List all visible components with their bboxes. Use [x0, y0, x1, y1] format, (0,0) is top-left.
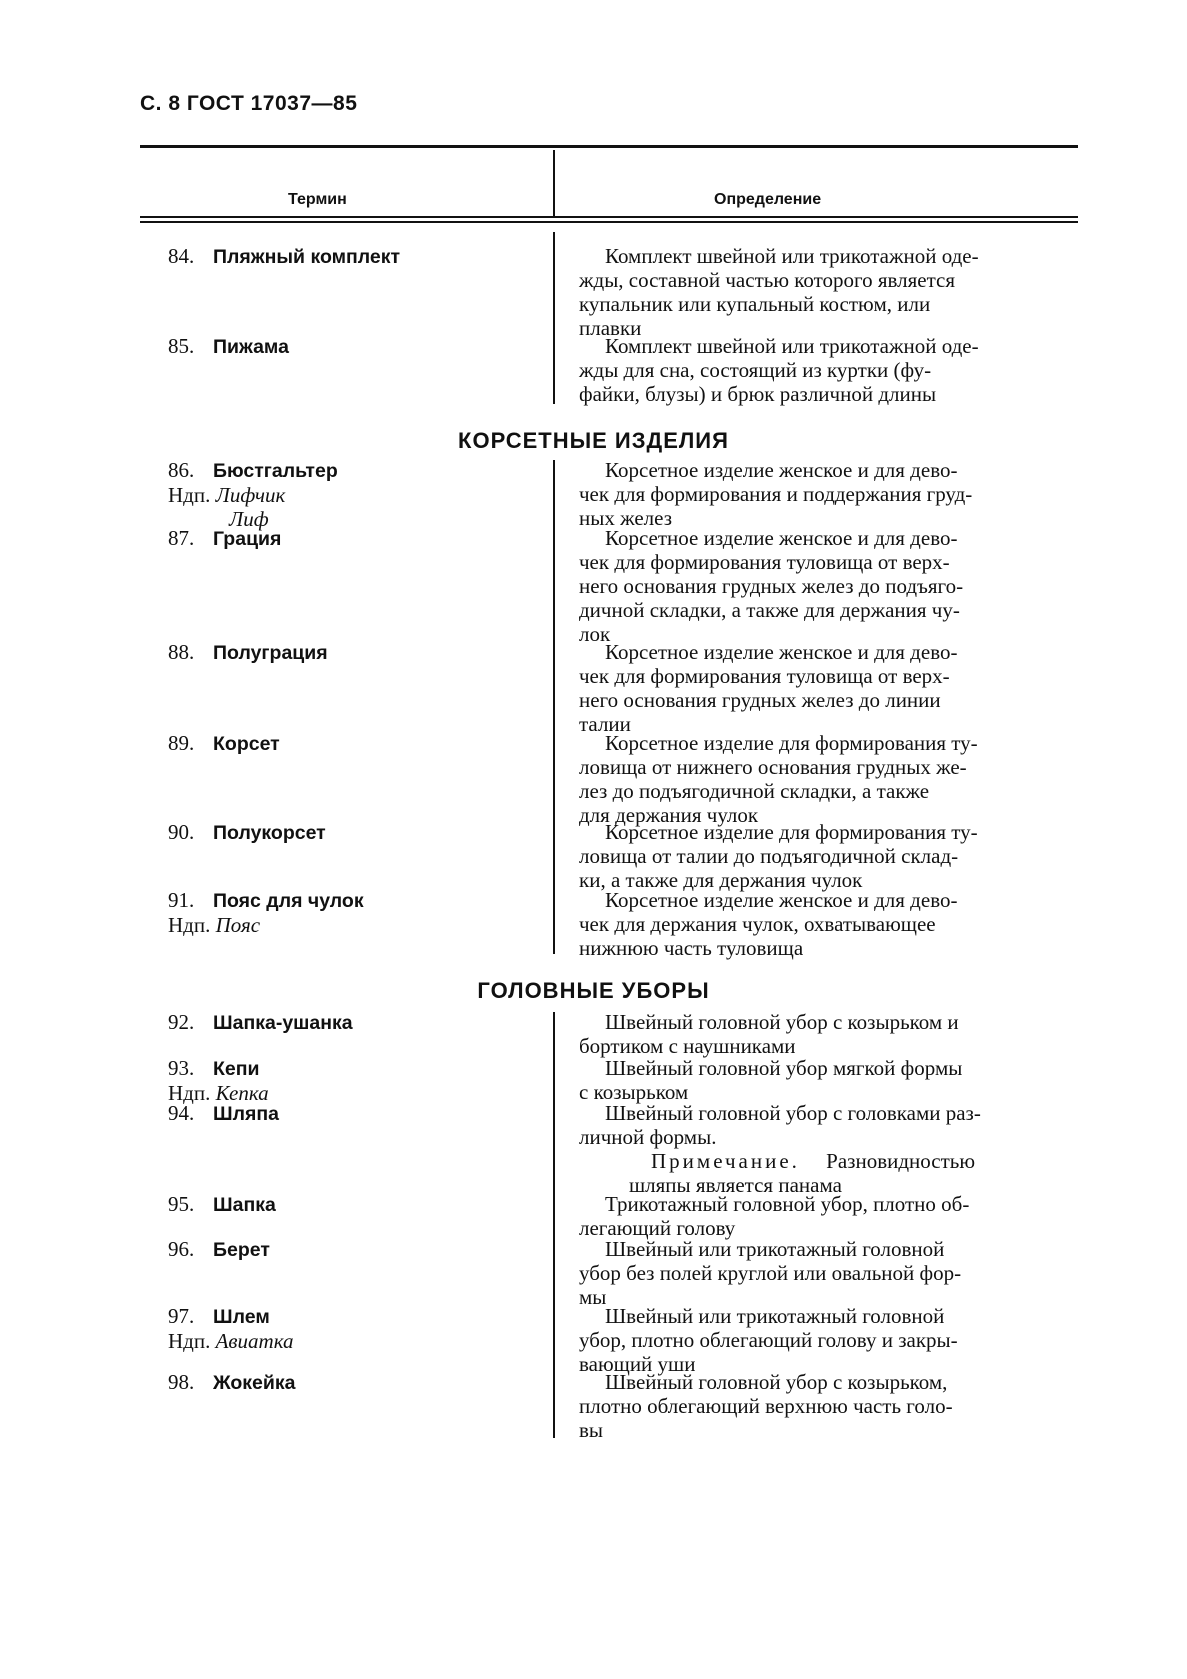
- deprecated-term: Лифчик: [215, 483, 286, 507]
- term-number: 98.: [168, 1370, 195, 1394]
- term-cell: [168, 820, 548, 845]
- ndp-label: Ндп.: [168, 483, 211, 507]
- definition-cell: [579, 334, 1086, 406]
- definition-line: дичной складки, а также для держания чу-: [579, 598, 960, 622]
- term-name: Берет: [213, 1239, 270, 1261]
- definition-line: жды для сна, состоящий из куртки (фу-: [579, 358, 932, 382]
- definition-line: талии: [579, 712, 631, 736]
- note-line: [579, 1149, 1086, 1173]
- term-cell: [168, 731, 548, 756]
- table-top-rule: [140, 145, 1078, 148]
- table-header-rule-2: [140, 221, 1078, 223]
- term-cell: [168, 1056, 548, 1105]
- definition-cell: [579, 731, 1086, 827]
- term-number: 94.: [168, 1101, 195, 1125]
- definition-cell: [579, 1370, 1086, 1442]
- term-name: Пижама: [213, 336, 289, 358]
- term-cell: [168, 1237, 548, 1262]
- definition-line: убор, плотно облегающий голову и закры-: [579, 1328, 958, 1352]
- section-heading-corset: КОРСЕТНЫЕ ИЗДЕЛИЯ: [458, 428, 729, 453]
- term-number: 86.: [168, 458, 195, 482]
- definition-line: для держания чулок: [579, 803, 759, 827]
- term-name: Шапка: [213, 1194, 276, 1216]
- definition-line: Комплект швейной или трикотажной оде-: [605, 244, 979, 268]
- term-cell: [168, 1192, 548, 1217]
- definition-cell: [579, 888, 1086, 960]
- definition-cell: [579, 244, 1086, 340]
- definition-line: с козырьком: [579, 1080, 689, 1104]
- term-number: 87.: [168, 526, 195, 550]
- term-cell: [168, 888, 548, 937]
- term-cell: [168, 1304, 548, 1353]
- column-header-term: Термин: [288, 191, 347, 208]
- definition-line: него основания грудных желез до подъяго-: [579, 574, 964, 598]
- definition-line: Корсетное изделие женское и для дево-: [605, 458, 958, 482]
- header-column-divider: [553, 150, 555, 216]
- definition-cell: [579, 1304, 1086, 1376]
- term-name: Шапка-ушанка: [213, 1012, 353, 1034]
- definition-line: Швейный или трикотажный головной: [605, 1237, 945, 1261]
- definition-line: плавки: [579, 316, 642, 340]
- definition-cell: [579, 1101, 1086, 1197]
- ndp-label: Ндп.: [168, 913, 211, 937]
- deprecated-term-line: [168, 1329, 548, 1353]
- definition-line: бортиком с наушниками: [579, 1034, 796, 1058]
- term-name: Грация: [213, 528, 282, 550]
- term-name: Кепи: [213, 1058, 260, 1080]
- definition-cell: [579, 1010, 1086, 1058]
- definition-line: него основания грудных желез до линии: [579, 688, 941, 712]
- definition-line: Корсетное изделие женское и для дево-: [605, 640, 958, 664]
- definition-line: чек для формирования и поддержания груд-: [579, 482, 973, 506]
- term-name: Бюстгальтер: [213, 460, 338, 482]
- definition-line: вы: [579, 1418, 604, 1442]
- term-cell: [168, 526, 548, 551]
- definition-line: чек для держания чулок, охватывающее: [579, 912, 936, 936]
- definition-line: Швейный или трикотажный головной: [605, 1304, 945, 1328]
- term-cell: [168, 244, 548, 269]
- page-header: С. 8 ГОСТ 17037—85: [140, 92, 358, 115]
- term-number: 91.: [168, 888, 195, 912]
- ndp-label: Ндп.: [168, 1081, 211, 1105]
- table-header-rule-1: [140, 216, 1078, 218]
- definition-line: Трикотажный головной убор, плотно об-: [605, 1192, 970, 1216]
- deprecated-term: Авиатка: [215, 1329, 294, 1353]
- definition-line: нижнюю часть туловища: [579, 936, 804, 960]
- definition-line: файки, блузы) и брюк различной длины: [579, 382, 937, 406]
- term-name: Жокейка: [213, 1372, 296, 1394]
- deprecated-term: Лиф: [229, 507, 269, 531]
- definition-line: вающий уши: [579, 1352, 696, 1376]
- column-divider-group2: [553, 460, 555, 954]
- definition-line: жды, составной частью которого является: [579, 268, 956, 292]
- definition-line: Швейный головной убор мягкой формы: [605, 1056, 963, 1080]
- term-number: 92.: [168, 1010, 195, 1034]
- deprecated-term-line: [168, 913, 548, 937]
- definition-line: Комплект швейной или трикотажной оде-: [605, 334, 979, 358]
- definition-line: Швейный головной убор с головками раз-: [605, 1101, 981, 1125]
- term-number: 93.: [168, 1056, 195, 1080]
- term-name: Полукорсет: [213, 822, 326, 844]
- term-cell: [168, 1010, 548, 1035]
- definition-line: Корсетное изделие женское и для дево-: [605, 526, 958, 550]
- definition-cell: [579, 1056, 1086, 1104]
- deprecated-term: Кепка: [215, 1081, 269, 1105]
- term-cell: [168, 1370, 548, 1395]
- term-number: 88.: [168, 640, 195, 664]
- definition-line: ки, а также для держания чулок: [579, 868, 863, 892]
- term-name: Полуграция: [213, 642, 328, 664]
- note-line: шляпы является панама: [629, 1173, 842, 1197]
- term-number: 85.: [168, 334, 195, 358]
- term-number: 97.: [168, 1304, 195, 1328]
- term-number: 96.: [168, 1237, 195, 1261]
- column-divider-group3: [553, 1012, 555, 1438]
- deprecated-term: Пояс: [215, 913, 261, 937]
- definition-cell: [579, 820, 1086, 892]
- definition-line: Корсетное изделие женское и для дево-: [605, 888, 958, 912]
- definition-line: личной формы.: [579, 1125, 717, 1149]
- column-divider-group1: [553, 232, 555, 404]
- term-number: 95.: [168, 1192, 195, 1216]
- term-name: Пляжный комплект: [213, 246, 401, 268]
- definition-line: Швейный головной убор с козырьком,: [605, 1370, 948, 1394]
- term-cell: [168, 640, 548, 665]
- term-number: 84.: [168, 244, 195, 268]
- definition-cell: [579, 1192, 1086, 1240]
- definition-line: купальник или купальный костюм, или: [579, 292, 931, 316]
- term-name: Корсет: [213, 733, 280, 755]
- definition-line: убор без полей круглой или овальной фор-: [579, 1261, 962, 1285]
- term-cell: [168, 334, 548, 359]
- definition-line: легающий голову: [579, 1216, 736, 1240]
- definition-line: ных желез: [579, 506, 673, 530]
- term-number: 90.: [168, 820, 195, 844]
- definition-cell: [579, 526, 1086, 646]
- term-cell: [168, 458, 548, 531]
- column-header-definition: Определение: [714, 191, 822, 208]
- term-name: Пояс для чулок: [213, 890, 364, 912]
- section-heading-headwear: ГОЛОВНЫЕ УБОРЫ: [477, 978, 710, 1003]
- definition-line: чек для формирования туловища от верх-: [579, 550, 950, 574]
- definition-line: плотно облегающий верхнюю часть голо-: [579, 1394, 953, 1418]
- definition-line: Корсетное изделие для формирования ту-: [605, 820, 978, 844]
- deprecated-term-line: [168, 483, 548, 507]
- definition-line: мы: [579, 1285, 607, 1309]
- definition-cell: [579, 1237, 1086, 1309]
- definition-line: Корсетное изделие для формирования ту-: [605, 731, 978, 755]
- definition-cell: [579, 640, 1086, 736]
- definition-line: Швейный головной убор с козырьком и: [605, 1010, 959, 1034]
- definition-line: чек для формирования туловища от верх-: [579, 664, 950, 688]
- term-name: Шлем: [213, 1306, 270, 1328]
- definition-cell: [579, 458, 1086, 530]
- definition-line: ловища от нижнего основания грудных же-: [579, 755, 967, 779]
- note-label: Примечание.: [651, 1149, 800, 1173]
- term-number: 89.: [168, 731, 195, 755]
- term-cell: [168, 1101, 548, 1126]
- definition-line: ловища от талии до подъягодичной склад-: [579, 844, 959, 868]
- definition-line: лок: [579, 622, 611, 646]
- definition-line: лез до подъягодичной складки, а также: [579, 779, 930, 803]
- term-name: Шляпа: [213, 1103, 279, 1125]
- note-text: Разновидностью: [826, 1149, 976, 1173]
- ndp-label: Ндп.: [168, 1329, 211, 1353]
